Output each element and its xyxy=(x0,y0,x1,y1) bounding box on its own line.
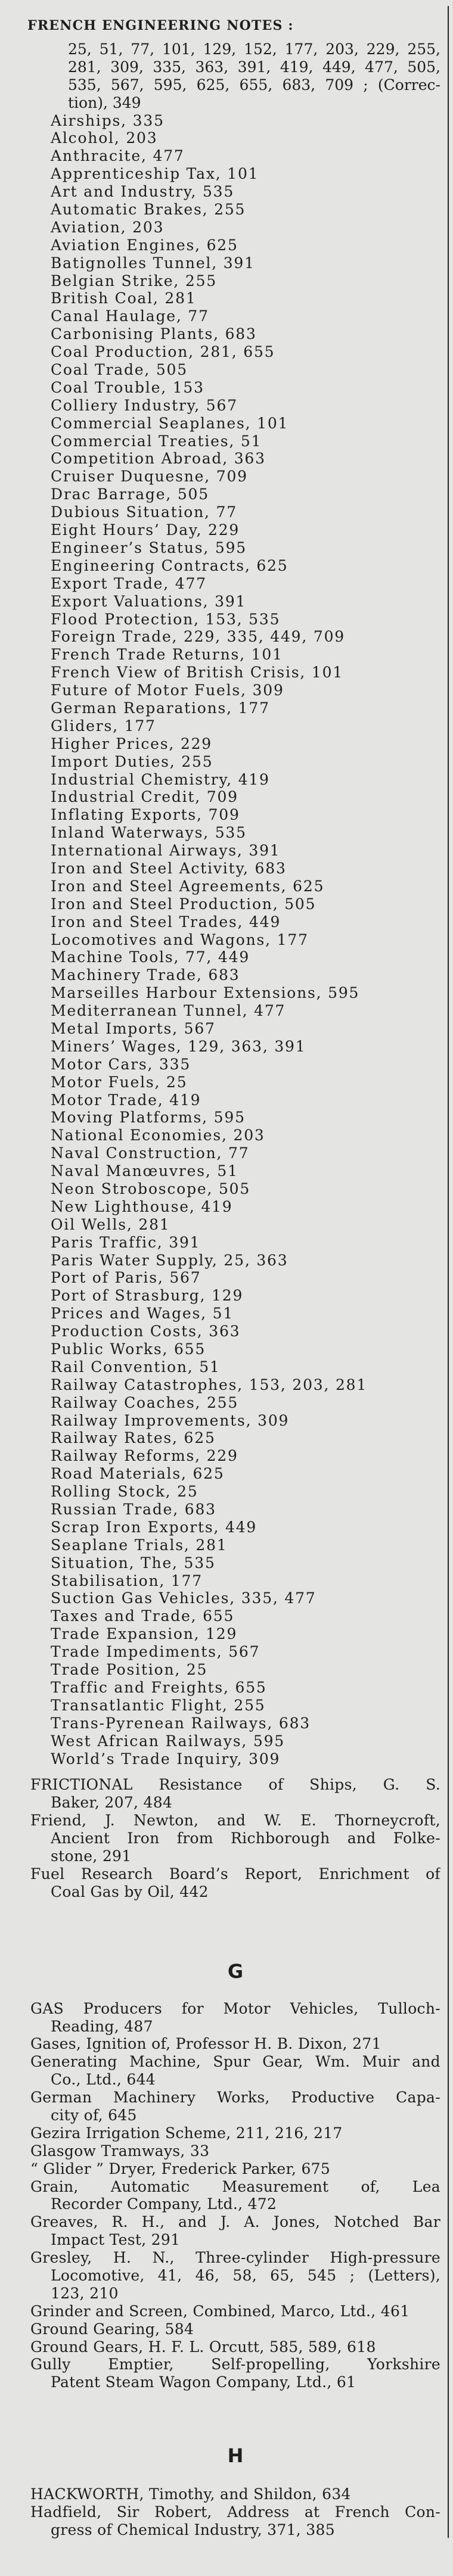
index-subentry: Foreign Trade, 229, 335, 449, 709 xyxy=(51,628,345,646)
index-entry-line: Ground Gears, H. F. L. Orcutt, 585, 589, 618 xyxy=(30,2338,376,2356)
index-subentry: Engineering Contracts, 625 xyxy=(51,556,288,574)
index-subentry: Railway Reforms, 229 xyxy=(51,1447,238,1465)
index-subentry: Aviation Engines, 625 xyxy=(51,236,238,254)
index-entry xyxy=(30,2356,440,2391)
index-subentry: Trade Position, 25 xyxy=(51,1661,208,1679)
index-subentry: Belgian Strike, 255 xyxy=(51,272,217,290)
index-subentry: Export Valuations, 391 xyxy=(51,592,247,610)
index-entry xyxy=(30,2503,440,2539)
index-entry-line: Locomotive, 41, 46, 58, 65, 545 ; (Letters), xyxy=(51,2266,440,2284)
index-subentry: Marseilles Harbour Extensions, 595 xyxy=(51,984,360,1002)
index-subentry: Inflating Exports, 709 xyxy=(51,806,240,824)
index-entry-line: Reading, 487 xyxy=(51,2017,153,2035)
index-entry xyxy=(30,2142,440,2160)
index-entry xyxy=(30,2320,440,2338)
index-entry-line: Generating Machine, Spur Gear, Wm. Muir and xyxy=(30,2053,440,2071)
index-subentry: Transatlantic Flight, 255 xyxy=(51,1696,266,1714)
index-subentry: Motor Trade, 419 xyxy=(51,1091,201,1109)
index-entry-line: Gases, Ignition of, Professor H. B. Dixon, 271 xyxy=(30,2035,381,2053)
index-subentry: Iron and Steel Production, 505 xyxy=(51,895,317,913)
index-entry xyxy=(30,2124,440,2142)
index-subentry: Art and Industry, 535 xyxy=(51,183,235,201)
index-entry-line: Coal Gas by Oil, 442 xyxy=(51,1883,209,1900)
section-letter-h: H xyxy=(227,2444,244,2468)
index-subentry: Oil Wells, 281 xyxy=(51,1215,170,1233)
index-entry-line: Ground Gearing, 584 xyxy=(30,2320,194,2338)
index-entry xyxy=(30,1776,440,1812)
index-subentry: Canal Haulage, 77 xyxy=(51,307,209,325)
index-subentry: Road Materials, 625 xyxy=(51,1465,225,1483)
index-subentry: Miners’ Wages, 129, 363, 391 xyxy=(51,1037,306,1055)
index-subentry: Export Trade, 477 xyxy=(51,574,207,592)
index-subentry: Public Works, 655 xyxy=(51,1340,206,1358)
index-entry-line: city of, 645 xyxy=(51,2106,137,2124)
index-subentry: German Reparations, 177 xyxy=(51,699,270,717)
index-entry-line: German Machinery Works, Productive Capa- xyxy=(30,2089,440,2107)
index-subentry: Stabilisation, 177 xyxy=(51,1572,203,1589)
index-subentry: Flood Protection, 153, 535 xyxy=(51,610,281,628)
index-subentry: Automatic Brakes, 255 xyxy=(51,201,246,219)
index-subentry: Rolling Stock, 25 xyxy=(51,1483,198,1501)
index-subentry: Coal Trade, 505 xyxy=(51,361,188,379)
index-subentry: Drac Barrage, 505 xyxy=(51,486,209,503)
index-subentry: Situation, The, 535 xyxy=(51,1554,216,1572)
index-entry-line: 123, 210 xyxy=(51,2284,119,2302)
index-subentry: Trans-Pyrenean Railways, 683 xyxy=(51,1714,311,1732)
index-subentry: Trade Expansion, 129 xyxy=(51,1625,238,1643)
index-subentry: Industrial Chemistry, 419 xyxy=(51,770,270,788)
index-entry xyxy=(30,2303,440,2320)
index-entry-line: Friend, J. Newton, and W. E. Thorneycroft, xyxy=(30,1812,440,1830)
index-subentry: Suction Gas Vehicles, 335, 477 xyxy=(51,1589,317,1607)
index-subentry: Apprenticeship Tax, 101 xyxy=(51,165,259,183)
index-entry xyxy=(30,2213,440,2249)
index-entry xyxy=(30,2178,440,2214)
french-engineering-notes-heading: FRENCH ENGINEERING NOTES : xyxy=(27,18,294,33)
section-letter-g: G xyxy=(227,1959,244,1983)
index-subentry: Railway Rates, 625 xyxy=(51,1429,216,1447)
f-entries xyxy=(0,1776,453,1900)
index-entry-line: Impact Test, 291 xyxy=(51,2231,181,2249)
index-entry xyxy=(30,2160,440,2178)
index-subentry: Import Duties, 255 xyxy=(51,752,213,770)
index-subentry: French View of British Crisis, 101 xyxy=(51,664,344,682)
index-subentry: Commercial Treaties, 51 xyxy=(51,432,262,450)
index-subentry: Railway Catastrophes, 153, 203, 281 xyxy=(51,1376,368,1393)
index-subentry: Port of Paris, 567 xyxy=(51,1269,201,1287)
index-entry xyxy=(30,1865,440,1901)
index-entry xyxy=(30,2053,440,2089)
index-subentry: Iron and Steel Activity, 683 xyxy=(51,859,287,877)
index-subentry: Commercial Seaplanes, 101 xyxy=(51,414,289,432)
index-entry-line: gress of Chemical Industry, 371, 385 xyxy=(51,2521,335,2538)
index-subentry: Motor Fuels, 25 xyxy=(51,1073,188,1091)
index-subentry: Rail Convention, 51 xyxy=(51,1358,221,1376)
index-entry-line: Gully Emptier, Self-propelling, Yorkshire xyxy=(30,2356,440,2373)
index-subentry: Railway Improvements, 309 xyxy=(51,1411,290,1429)
index-subentry: World’s Trade Inquiry, 309 xyxy=(51,1750,281,1768)
index-subentry: Coal Production, 281, 655 xyxy=(51,343,275,361)
index-subentry: Railway Coaches, 255 xyxy=(51,1393,239,1411)
index-subentry: Metal Imports, 567 xyxy=(51,1019,216,1037)
index-subentry: Dubious Situation, 77 xyxy=(51,503,237,521)
index-subentry: International Airways, 391 xyxy=(51,842,281,860)
index-subentry: Mediterranean Tunnel, 477 xyxy=(51,1002,286,1020)
index-entry-line: Baker, 207, 484 xyxy=(51,1794,173,1812)
index-subentry: Traffic and Freights, 655 xyxy=(51,1678,267,1696)
index-entry-line: Fuel Research Board’s Report, Enrichment of xyxy=(30,1865,440,1883)
index-subentry: Alcohol, 203 xyxy=(51,129,158,147)
index-subentry: Airships, 335 xyxy=(51,111,165,129)
index-subentry: Industrial Credit, 709 xyxy=(51,788,238,806)
index-entry xyxy=(30,2089,440,2124)
index-subentry: Carbonising Plants, 683 xyxy=(51,325,257,343)
page-reference-line: tion), 349 xyxy=(68,94,141,111)
french-notes-page-references xyxy=(0,41,453,112)
index-entry-line: Grinder and Screen, Combined, Marco, Ltd., 461 xyxy=(30,2302,410,2320)
index-subentry: Paris Traffic, 391 xyxy=(51,1233,201,1251)
index-entry-line: “ Glider ” Dryer, Frederick Parker, 675 xyxy=(30,2160,331,2177)
page-reference-line: 25, 51, 77, 101, 129, 152, 177, 203, 229, 255, xyxy=(68,41,440,58)
index-entry-line: Gresley, H. N., Three-cylinder High-pressure xyxy=(30,2249,440,2267)
index-subentry: Naval Manœuvres, 51 xyxy=(51,1162,238,1180)
index-entry-line: GAS Producers for Motor Vehicles, Tulloch- xyxy=(30,1999,440,2017)
h-entries xyxy=(0,2485,453,2539)
index-subentry: Iron and Steel Agreements, 625 xyxy=(51,877,325,895)
index-entry-line: FRICTIONAL Resistance of Ships, G. S. xyxy=(30,1776,440,1794)
index-subentry: Neon Stroboscope, 505 xyxy=(51,1180,251,1197)
page-reference-line: 281, 309, 335, 363, 391, 419, 449, 477, 505, xyxy=(68,58,440,76)
column-rule xyxy=(448,6,449,2538)
index-entry-line: Glasgow Tramways, 33 xyxy=(30,2142,210,2160)
index-entry-line: Patent Steam Wagon Company, Ltd., 61 xyxy=(51,2373,356,2391)
index-subentry: Russian Trade, 683 xyxy=(51,1501,216,1519)
index-entry-line: Ancient Iron from Richborough and Folke- xyxy=(51,1830,440,1847)
index-subentry: Anthracite, 477 xyxy=(51,147,185,165)
index-subentry: Taxes and Trade, 655 xyxy=(51,1607,235,1625)
index-entry xyxy=(30,2485,440,2503)
index-subentry: Future of Motor Fuels, 309 xyxy=(51,682,284,699)
index-subentry: Naval Construction, 77 xyxy=(51,1144,250,1162)
page-reference-line: 535, 567, 595, 625, 655, 683, 709 ; (Correc- xyxy=(68,76,440,94)
index-subentry: Coal Trouble, 153 xyxy=(51,378,204,396)
index-entry xyxy=(30,2000,440,2036)
index-entry-line: Hadfield, Sir Robert, Address at French Con- xyxy=(30,2503,440,2521)
index-subentry: Paris Water Supply, 25, 363 xyxy=(51,1251,288,1269)
index-entry xyxy=(30,2035,440,2053)
index-subentry: Aviation, 203 xyxy=(51,218,165,236)
index-subentry: Moving Platforms, 595 xyxy=(51,1109,246,1127)
g-entries xyxy=(0,2000,453,2392)
index-subentry: Higher Prices, 229 xyxy=(51,735,212,752)
index-subentry: West African Railways, 595 xyxy=(51,1732,286,1750)
index-entry-line: Recorder Company, Ltd., 472 xyxy=(51,2195,277,2213)
index-subentry: Scrap Iron Exports, 449 xyxy=(51,1518,257,1536)
index-entry-line: Co., Ltd., 644 xyxy=(51,2071,156,2089)
index-subentry: Locomotives and Wagons, 177 xyxy=(51,931,309,948)
index-subentry: Machinery Trade, 683 xyxy=(51,966,240,984)
index-subentry: National Economies, 203 xyxy=(51,1127,265,1144)
index-subentry: British Coal, 281 xyxy=(51,290,197,307)
index-entry-line: stone, 291 xyxy=(51,1847,132,1865)
index-subentry: Production Costs, 363 xyxy=(51,1323,241,1340)
french-notes-subentries xyxy=(0,112,453,1768)
index-subentry: Iron and Steel Trades, 449 xyxy=(51,913,281,931)
index-subentry: Port of Strasburg, 129 xyxy=(51,1287,244,1305)
index-subentry: Seaplane Trials, 281 xyxy=(51,1536,228,1554)
index-subentry: Machine Tools, 77, 449 xyxy=(51,948,250,966)
index-entry-line: Gezira Irrigation Scheme, 211, 216, 217 xyxy=(30,2124,343,2142)
index-subentry: New Lighthouse, 419 xyxy=(51,1197,233,1215)
index-entry xyxy=(30,2338,440,2356)
index-subentry: Cruiser Duquesne, 709 xyxy=(51,468,248,486)
index-subentry: Batignolles Tunnel, 391 xyxy=(51,254,255,272)
index-subentry: Engineer’s Status, 595 xyxy=(51,539,247,556)
index-subentry: French Trade Returns, 101 xyxy=(51,646,283,664)
index-subentry: Inland Waterways, 535 xyxy=(51,824,247,842)
index-entry-line: Grain, Automatic Measurement of, Lea xyxy=(30,2177,440,2195)
index-subentry: Gliders, 177 xyxy=(51,717,156,735)
index-entry-line: Greaves, R. H., and J. A. Jones, Notched Bar xyxy=(30,2213,440,2231)
index-subentry: Competition Abroad, 363 xyxy=(51,450,266,468)
index-subentry: Trade Impediments, 567 xyxy=(51,1643,260,1661)
index-subentry: Colliery Industry, 567 xyxy=(51,396,238,414)
index-entry-line: HACKWORTH, Timothy, and Shildon, 634 xyxy=(30,2485,351,2503)
index-subentry: Eight Hours’ Day, 229 xyxy=(51,521,240,539)
index-subentry: Prices and Wages, 51 xyxy=(51,1305,234,1323)
index-subentry: Motor Cars, 335 xyxy=(51,1055,191,1073)
index-entry xyxy=(30,2249,440,2303)
index-entry xyxy=(30,1812,440,1865)
